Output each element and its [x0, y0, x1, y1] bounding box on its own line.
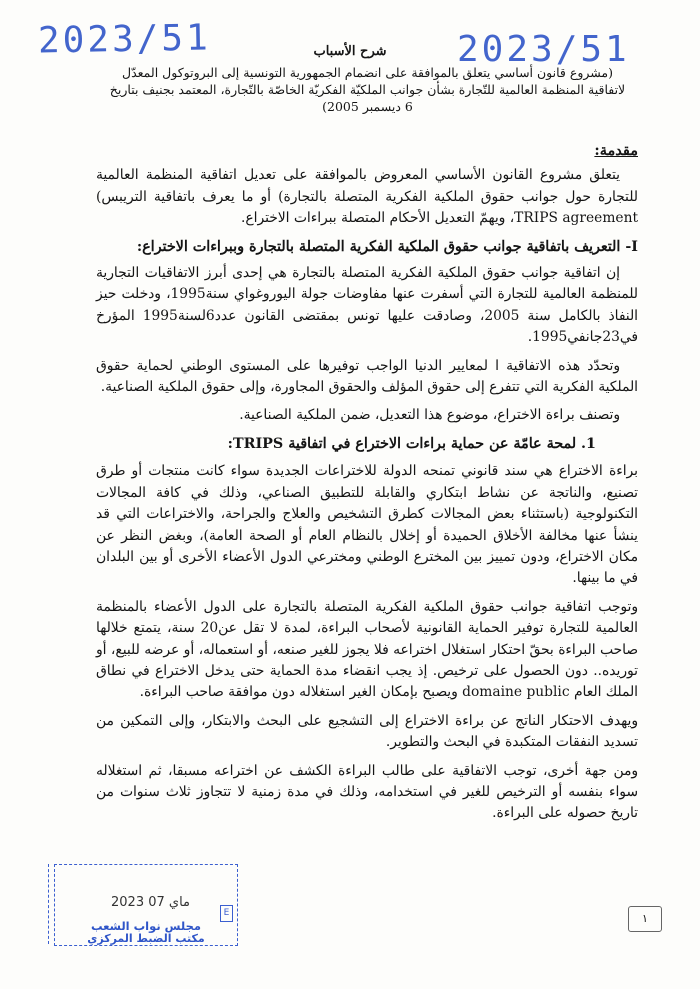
- subsection-1-heading: 1. لمحة عامّة عن حماية براءات الاختراع في اتفاقية TRIPS:: [227, 435, 596, 452]
- page-number: ١: [628, 906, 662, 932]
- subsection-1-paragraph-4: ومن جهة أخرى، توجب الاتفاقية على طالب البراءة الكشف عن اختراعه مسبقا، ثم استغلاله سواء بنفسه أو الترخيص للغير في استخدامه، وذلك في مدة زمنية لا تتجاوز ثلاث سنوات من تاريخ حصوله على البراءة.: [96, 762, 638, 822]
- document-subtitle: [95, 64, 640, 115]
- stamp-institution: مجلس نواب الشعب: [90, 919, 202, 933]
- intro-heading: مقدمة:: [594, 142, 638, 159]
- stamp-border-mark: [48, 864, 53, 944]
- registration-number-stamp-right: 2023/51: [457, 29, 630, 70]
- section-1-paragraph-1: إن اتفاقية جوانب حقوق الملكية الفكرية المتصلة بالتجارة هي إحدى أبرز الاتفاقيات التجارية للمنظمة العالمية للتجارة التي أسفرت عنها مفاوضات جولة اليوروغواي سنة1995، ودخلت حيز النفاذ بالكامل سنة 2005، وصادقت عليها تونس بمقتضى القانون عدد6لسنة1995 المؤرخ في23جانفي1995.: [96, 265, 638, 346]
- receipt-stamp: [54, 864, 238, 946]
- subtitle-line-1: (مشروع قانون أساسي يتعلق بالموافقة على انضمام الجمهورية التونسية إلى البروتوكول المعدّل: [122, 65, 613, 80]
- intro-paragraph: يتعلق مشروع القانون الأساسي المعروض بالموافقة على تعديل اتفاقية المنظمة العالمية للتجارة حول جوانب حقوق الملكية الفكرية المتصلة بالتجارة) أو ما يعرف باتفاقية التريبس) TRIPS agreement، ويهمّ التعديل الأحكام المتصلة ببراءات الاختراع.: [96, 167, 638, 227]
- registration-number-stamp-left: 2023/51: [37, 17, 212, 62]
- stamp-letter-box: E: [220, 905, 233, 922]
- stamp-faded-header: [55, 869, 237, 887]
- subsection-1-paragraph-2: وتوجب اتفاقية جوانب حقوق الملكية الفكرية المتصلة بالتجارة على الدول الأعضاء بالمنظمة العالمية للتجارة توفير الحماية القانونية لأصحاب البراءة، لمدة لا تقل عن20 سنة، يتمتع خلالها صاحب البراءة بحقّ احتكار استغلال اختراعه فلا يجوز للغير صنعه، أو استعماله، أو عرضه للبيع، أو توريده.. دون الحصول على ترخيص. إذ يجب انقضاء مدة الحماية حتى يدخل الاختراع في نطاق الملك العام domaine public ويصبح بإمكان الغير استغلاله دون موافقة صاحب البراءة.: [96, 598, 639, 701]
- stamp-office: مكتب الضبط المركزي: [87, 932, 205, 945]
- section-1-heading: I- التعريف باتفاقية جوانب حقوق الملكية الفكرية المتصلة بالتجارة وببراءات الاختراع:: [136, 238, 638, 255]
- section-1-paragraph-2: وتحدّد هذه الاتفاقية ا لمعايير الدنيا الواجب توفيرها على المستوى الوطني لحماية حقوق الملكية الفكرية التي تتفرع إلى حقوق المؤلف والحقوق المجاورة، وإلى حقوق الملكية الصناعية.: [96, 357, 638, 396]
- document-title: شرح الأسباب: [313, 44, 387, 59]
- subsection-1-paragraph-3: ويهدف الاحتكار الناتج عن براءة الاختراع إلى التشجيع على البحث والابتكار، وإلى التمكين من تسديد النفقات المتكبدة في البحث والتطوير.: [96, 712, 638, 751]
- subtitle-line-2: لاتفاقية المنظمة العالمية للتّجارة بشأن جوانب الملكيّة الفكريّة الخاصّة بالتّجارة، المعتمد بجنيف بتاريخ: [109, 82, 626, 97]
- subtitle-line-3: 6 ديسمبر 2005): [322, 99, 413, 114]
- document-body: [96, 140, 638, 832]
- section-1-paragraph-3: وتصنف براءة الاختراع، موضوع هذا التعديل، ضمن الملكية الصناعية.: [239, 407, 620, 424]
- subsection-1-paragraph-1: براءة الاختراع هي سند قانوني تمنحه الدولة للاختراعات الجديدة سواء كانت منتجات أو طرق تصنيع، والناتجة عن نشاط ابتكاري والقابلة للتطبيق الصناعي، وذلك في كافة المجالات التكنولوجية (باستثناء بعض المجالات كطرق التشخيص والعلاج والجراحة، والاختراعات التي قد ينشأ عنها مخالفة الأخلاق الحميدة أو إخلال بالنظام العام أو الصحة العامة)، وبغض النظر عن مكان الاختراع، ودون تمييز بين المخترع الوطني ومخترعي الدول الأعضاء الأخرى أو بين البلدان في ما بينها.: [96, 463, 638, 587]
- stamp-date: 2023 ماي 07: [111, 895, 190, 910]
